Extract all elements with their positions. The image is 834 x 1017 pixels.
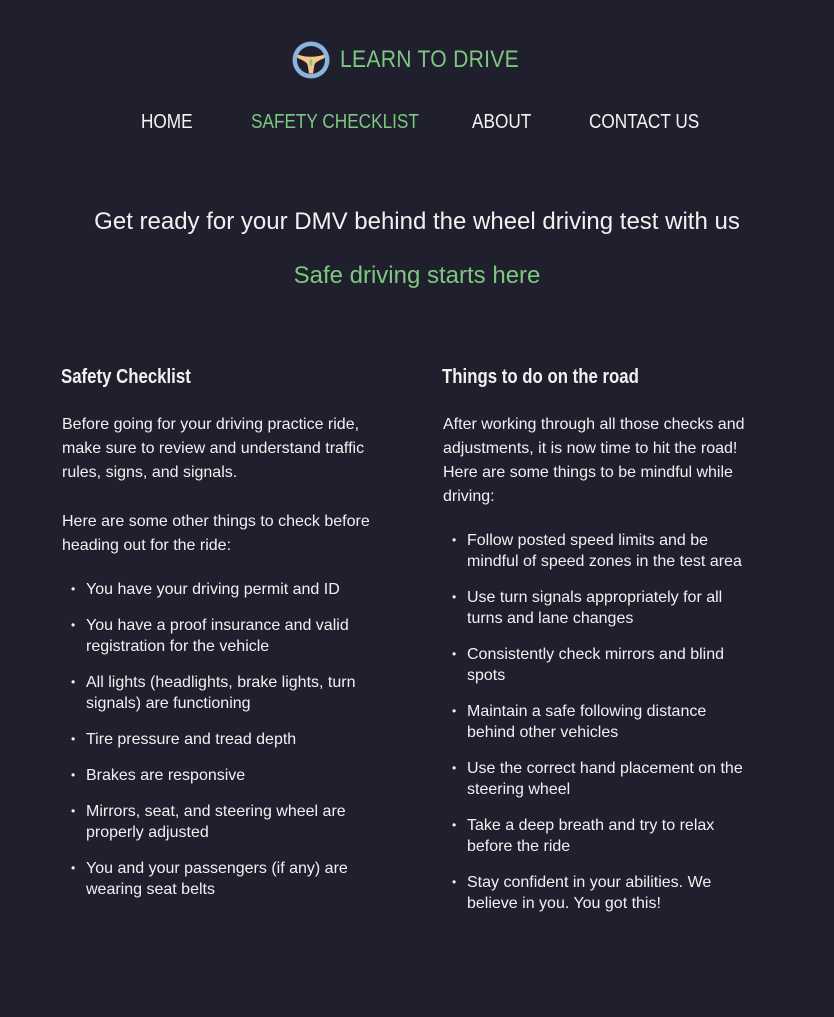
bullet-icon: •	[452, 704, 457, 718]
on-the-road-heading: Things to do on the road	[442, 366, 639, 388]
main-nav	[0, 108, 834, 136]
hero-subtitle: Safe driving starts here	[293, 262, 541, 289]
list-item-text: Brakes are responsive	[86, 767, 246, 784]
bullet-icon: •	[452, 818, 457, 832]
list-item-text: Mirrors, seat, and steering wheel are properly adjusted	[86, 803, 346, 841]
bullet-icon: •	[71, 768, 76, 782]
bullet-icon: •	[452, 647, 457, 661]
nav-home-link[interactable]: HOME	[141, 111, 193, 133]
list-item	[61, 858, 366, 900]
list-item-text: Use the correct hand placement on the steering wheel	[467, 760, 743, 798]
safety-checklist-list	[61, 579, 381, 900]
list-item	[61, 579, 366, 600]
bullet-icon: •	[452, 590, 457, 604]
list-item-text: You and your passengers (if any) are wearing seat belts	[86, 860, 348, 898]
bullet-icon: •	[452, 533, 457, 547]
list-item	[61, 801, 366, 843]
list-item	[442, 587, 749, 629]
on-the-road-section	[442, 362, 762, 929]
brand-name: LEARN TO DRIVE	[339, 46, 519, 73]
on-the-road-intro: After working through all those checks and adjustments, it is now time to hit the road! Here are some things to be mindful while driving:	[443, 416, 745, 505]
list-item	[61, 615, 366, 657]
list-item	[442, 758, 749, 800]
safety-checklist-heading: Safety Checklist	[61, 366, 191, 388]
on-the-road-list	[442, 530, 762, 914]
site-logo[interactable]	[0, 40, 834, 80]
safety-checklist-section	[61, 362, 381, 915]
bullet-icon: •	[71, 675, 76, 689]
list-item	[442, 872, 749, 914]
list-item	[442, 701, 749, 743]
list-item	[442, 815, 749, 857]
bullet-icon: •	[71, 861, 76, 875]
steering-wheel-icon	[291, 40, 331, 80]
list-item	[61, 672, 366, 714]
nav-contact-link[interactable]: CONTACT US	[589, 111, 700, 133]
nav-safety-checklist-link[interactable]: SAFETY CHECKLIST	[251, 111, 419, 133]
list-item-text: All lights (headlights, brake lights, turn signals) are functioning	[86, 674, 356, 712]
list-item	[442, 530, 749, 572]
list-item-text: Take a deep breath and try to relax before the ride	[467, 817, 715, 855]
list-item-text: Tire pressure and tread depth	[86, 731, 297, 748]
nav-about-link[interactable]: ABOUT	[472, 111, 532, 133]
safety-checklist-lead: Here are some other things to check before heading out for the ride:	[62, 513, 370, 554]
bullet-icon: •	[71, 618, 76, 632]
bullet-icon: •	[71, 804, 76, 818]
list-item-text: Follow posted speed limits and be mindful of speed zones in the test area	[467, 532, 742, 570]
safety-checklist-intro: Before going for your driving practice ride, make sure to review and understand traffic rules, signs, and signals.	[62, 416, 365, 481]
list-item-text: Stay confident in your abilities. We believe in you. You got this!	[467, 874, 712, 912]
bullet-icon: •	[71, 732, 76, 746]
bullet-icon: •	[71, 582, 76, 596]
list-item-text: Use turn signals appropriately for all turns and lane changes	[467, 589, 723, 627]
list-item-text: You have your driving permit and ID	[86, 581, 340, 598]
list-item	[61, 729, 366, 750]
list-item-text: You have a proof insurance and valid registration for the vehicle	[86, 617, 349, 655]
list-item	[61, 765, 366, 786]
list-item	[442, 644, 749, 686]
bullet-icon: •	[452, 761, 457, 775]
list-item-text: Maintain a safe following distance behind other vehicles	[467, 703, 707, 741]
hero-title: Get ready for your DMV behind the wheel driving test with us	[94, 208, 740, 235]
list-item-text: Consistently check mirrors and blind spots	[467, 646, 724, 684]
bullet-icon: •	[452, 875, 457, 889]
